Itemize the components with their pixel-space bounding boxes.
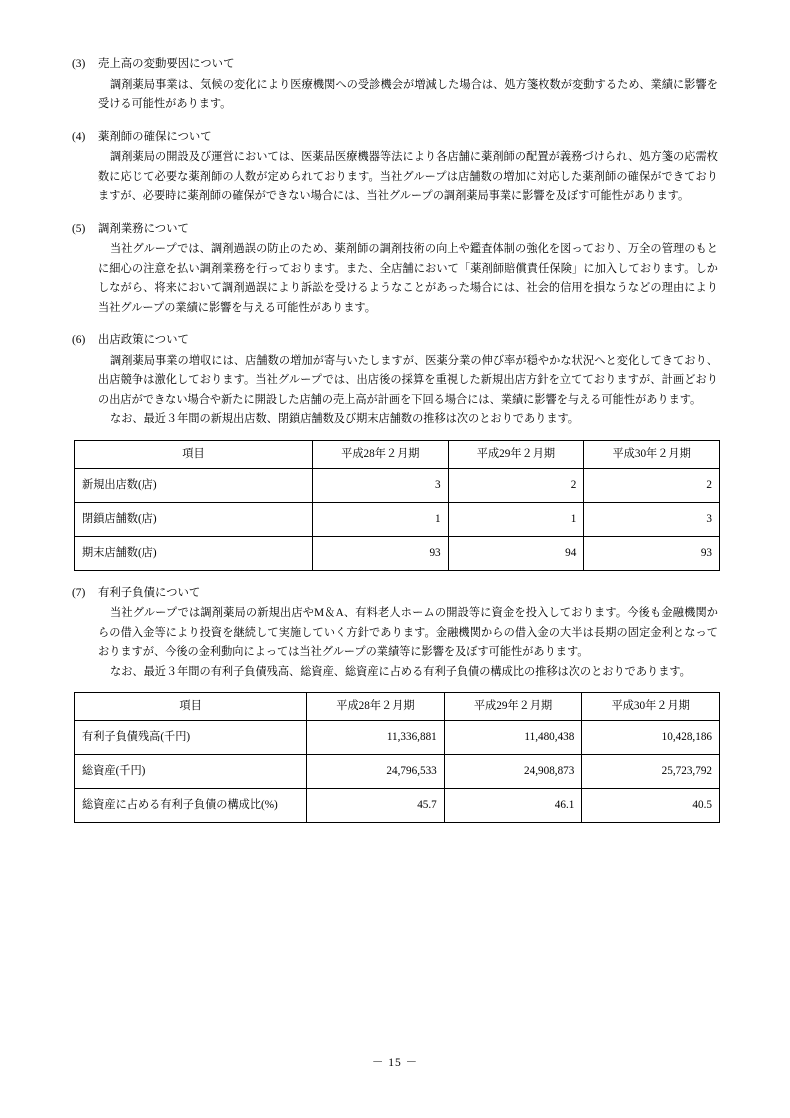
table-row <box>75 502 720 536</box>
table-row-label: 閉鎖店舗数(店) <box>75 502 313 536</box>
section-paragraph: 調剤薬局の開設及び運営においては、医薬品医療機器等法により各店舗に薬剤師の配置が義務づけられ、処方箋の応需枚数に応じて必要な薬剤師の人数が定められております。当社グループは店舗数の増加に対応した薬剤師の確保ができておりますが、必要時に薬剤師の確保ができない場合には、当社グループの調剤薬局事業に影響を及ぼす可能性があります。 <box>98 151 718 203</box>
table-header-cell: 項目 <box>75 440 313 468</box>
table-cell-value: 25,723,792 <box>582 754 720 788</box>
section-heading <box>72 128 718 148</box>
table-row-label: 新規出店数(店) <box>75 468 313 502</box>
section-number: (4) <box>72 130 86 143</box>
section-title: 出店政策について <box>98 334 189 347</box>
table-cell-value: 3 <box>312 468 448 502</box>
section-number: (7) <box>72 586 86 599</box>
table-cell-value: 24,908,873 <box>444 754 582 788</box>
table-row <box>75 468 720 502</box>
page-number: － 15 － <box>371 1057 419 1069</box>
table-cell-value: 24,796,533 <box>307 754 445 788</box>
section-title: 売上高の変動要因について <box>98 58 235 70</box>
table-header-cell: 平成30年２月期 <box>582 693 720 721</box>
section-4 <box>72 128 718 207</box>
table-header-cell: 平成28年２月期 <box>307 693 445 721</box>
table-header-row <box>75 693 720 721</box>
section-7 <box>72 584 718 823</box>
table-cell-value: 10,428,186 <box>582 720 720 754</box>
section-paragraph: 当社グループでは調剤薬局の新規出店やM＆A、有料老人ホームの開設等に資金を投入しております。今後も金融機関からの借入金等により投資を継続して実施していく方針であります。金融機関からの借入金の大半は長期の固定金利となっておりますが、今後の金利動向によっては当社グループの業績等に影響を及ぼす可能性があります。 <box>98 607 718 659</box>
section-paragraph: なお、最近３年間の新規出店数、閉鎖店舗数及び期末店舗数の推移は次のとおりであります。 <box>110 413 579 426</box>
table-row <box>75 720 720 754</box>
section-title: 有利子負債について <box>98 586 201 599</box>
section-title: 調剤業務について <box>98 222 189 235</box>
table-cell-value: 45.7 <box>307 788 445 822</box>
table-cell-value: 11,480,438 <box>444 720 582 754</box>
table-header-cell: 平成28年２月期 <box>312 440 448 468</box>
section-paragraph: 調剤薬局事業の増収には、店舗数の増加が寄与いたしますが、医薬分業の伸び率が穏やかな状況へと変化してきており、出店競争は激化しております。当社グループでは、出店後の採算を重視した新規出店方針を立てておりますが、計画どおりの出店ができない場合や新たに開設した店舗の売上高が計画を下回る場合には、業績に影響を与える可能性があります。 <box>98 354 718 406</box>
section-number: (5) <box>72 222 86 235</box>
section-5 <box>72 220 718 319</box>
table-cell-value: 93 <box>584 536 720 570</box>
section-6 <box>72 331 718 570</box>
table-cell-value: 1 <box>312 502 448 536</box>
table-store-counts <box>74 440 720 571</box>
section-heading <box>72 584 718 604</box>
section-number: (6) <box>72 334 86 347</box>
table-row-label: 有利子負債残高(千円) <box>75 720 307 754</box>
section-paragraph: なお、最近３年間の有利子負債残高、総資産、総資産に占める有利子負債の構成比の推移は次のとおりであります。 <box>110 665 691 678</box>
table-row-label: 総資産(千円) <box>75 754 307 788</box>
table-cell-value: 11,336,881 <box>307 720 445 754</box>
table-header-cell: 平成29年２月期 <box>444 693 582 721</box>
table-row-label: 総資産に占める有利子負債の構成比(%) <box>75 788 307 822</box>
section-3 <box>72 55 718 115</box>
table-cell-value: 2 <box>584 468 720 502</box>
section-title: 薬剤師の確保について <box>98 130 212 143</box>
table-cell-value: 2 <box>448 468 584 502</box>
table-header-cell: 項目 <box>75 693 307 721</box>
table-cell-value: 94 <box>448 536 584 570</box>
section-heading <box>72 220 718 240</box>
table-cell-value: 46.1 <box>444 788 582 822</box>
table-cell-value: 1 <box>448 502 584 536</box>
table-row <box>75 788 720 822</box>
table-header-cell: 平成29年２月期 <box>448 440 584 468</box>
section-heading <box>72 55 718 75</box>
table-row <box>75 754 720 788</box>
section-number: (3) <box>72 58 86 70</box>
document-body <box>72 55 718 823</box>
table-header-cell: 平成30年２月期 <box>584 440 720 468</box>
table-row-label: 期末店舗数(店) <box>75 536 313 570</box>
section-heading <box>72 331 718 351</box>
table-cell-value: 3 <box>584 502 720 536</box>
table-cell-value: 40.5 <box>582 788 720 822</box>
section-paragraph: 当社グループでは、調剤過誤の防止のため、薬剤師の調剤技術の向上や鑑査体制の強化を図っており、万全の管理のもとに細心の注意を払い調剤業務を行っております。また、全店舗において「薬剤師賠償責任保険」に加入しております。しかしながら、将来において調剤過誤により訴訟を受けるようなことがあった場合には、社会的信用を損なうなどの理由により当社グループの業績に影響を与える可能性があります。 <box>98 243 718 314</box>
table-cell-value: 93 <box>312 536 448 570</box>
table-row <box>75 536 720 570</box>
table-interest-bearing-debt <box>74 692 720 823</box>
section-paragraph: 調剤薬局事業は、気候の変化により医療機関への受診機会が増減した場合は、処方箋枚数が変動するため、業績に影響を受ける可能性があります。 <box>98 78 718 111</box>
table-header-row <box>75 440 720 468</box>
